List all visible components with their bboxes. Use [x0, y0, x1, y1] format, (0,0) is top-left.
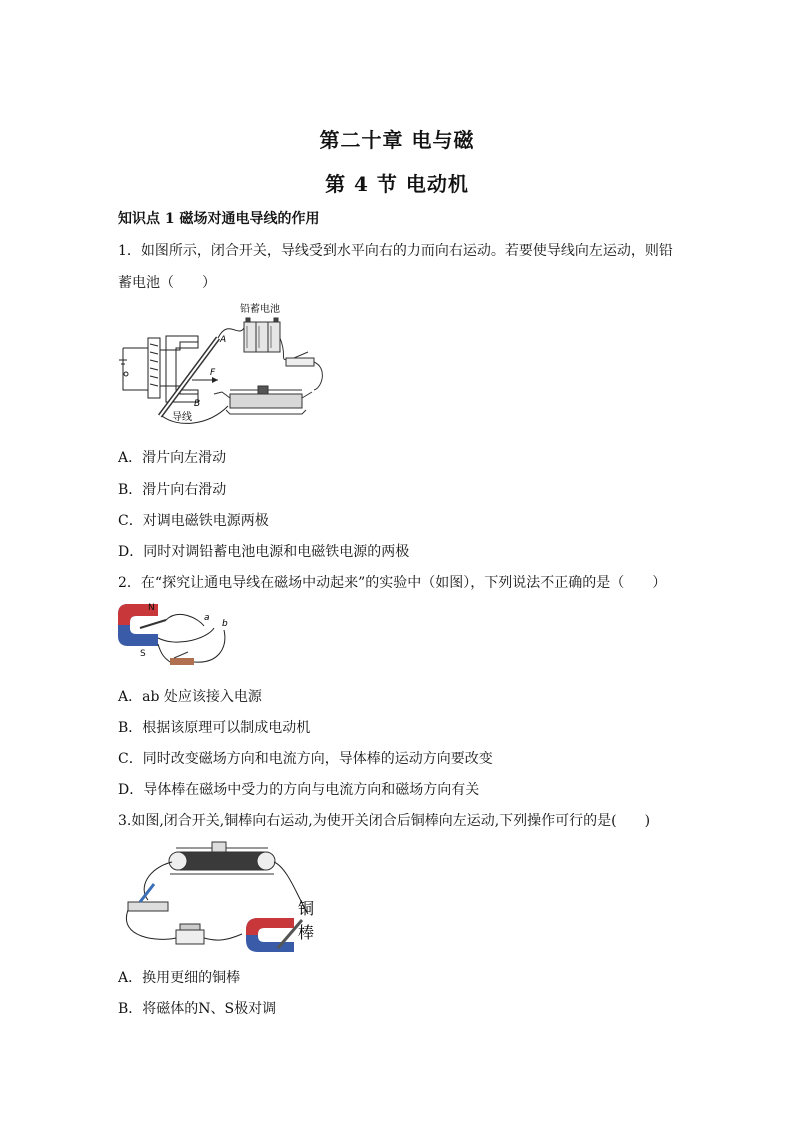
knowledge-point-heading: 知识点 1 磁场对通电导线的作用	[118, 211, 320, 227]
chapter-title: 第二十章 电与磁	[319, 128, 475, 152]
q3-horseshoe-magnet	[246, 918, 294, 952]
q1-stem-line1: 1．如图所示，闭合开关，导线受到水平向右的力而向右运动。若要使导线向左运动，则铅	[118, 243, 673, 259]
label-battery: 铅蓄电池	[240, 304, 280, 315]
q1-stem-line2: 蓄电池（ ）	[118, 275, 216, 291]
q1-circuit-figure	[118, 298, 338, 428]
label-copper-rod-1: 铜	[298, 899, 315, 918]
label-b-lower: b	[222, 619, 228, 629]
label-b: B	[194, 399, 201, 409]
q2-option-c: C．同时改变磁场方向和电流方向，导体棒的运动方向要改变	[118, 751, 493, 767]
q2-option-a: A．ab 处应该接入电源	[118, 689, 262, 705]
q1-option-c: C．对调电磁铁电源两极	[118, 513, 269, 529]
q3-rheostat	[169, 842, 275, 874]
horseshoe-magnet	[118, 603, 158, 659]
q2-switch	[170, 652, 194, 665]
q3-circuit-figure	[118, 838, 328, 956]
wire-ab	[160, 335, 226, 416]
q2-option-b: B．根据该原理可以制成电动机	[118, 720, 311, 736]
q1-option-a: A．滑片向左滑动	[118, 450, 227, 466]
label-n: N	[148, 603, 155, 613]
q2-magnet-figure	[118, 598, 248, 672]
q3-option-b: B．将磁体的N、S极对调	[118, 1001, 277, 1017]
section-title: 第 4 节 电动机	[325, 172, 469, 196]
conductor-rod	[140, 620, 166, 628]
q1-rheostat	[214, 386, 312, 414]
q1-option-d: D．同时对调铅蓄电池电源和电磁铁电源的两极	[118, 544, 410, 560]
label-copper-rod-2: 棒	[298, 923, 315, 942]
q3-option-a: A．换用更细的铜棒	[118, 970, 241, 986]
q3-switch	[128, 884, 168, 911]
q3-battery	[176, 924, 204, 944]
label-a: A	[220, 335, 227, 345]
q2-option-d: D．导体棒在磁场中受力的方向与电流方向和磁场方向有关	[118, 782, 480, 798]
q1-option-b: B．滑片向右滑动	[118, 482, 227, 498]
label-wire: 导线	[172, 412, 192, 423]
q2-stem: 2．在“探究让通电导线在磁场中动起来”的实验中（如图），下列说法不正确的是（ ）	[118, 575, 667, 591]
label-s: S	[140, 649, 146, 659]
label-f: F	[210, 368, 216, 378]
q3-stem: 3.如图,闭合开关,铜棒向右运动,为使开关闭合后铜棒向左运动,下列操作可行的是( )	[118, 813, 651, 829]
label-a-lower: a	[204, 613, 210, 623]
q1-switch	[280, 338, 322, 390]
lead-acid-battery	[244, 318, 280, 352]
electromagnet-circuit	[119, 336, 198, 402]
